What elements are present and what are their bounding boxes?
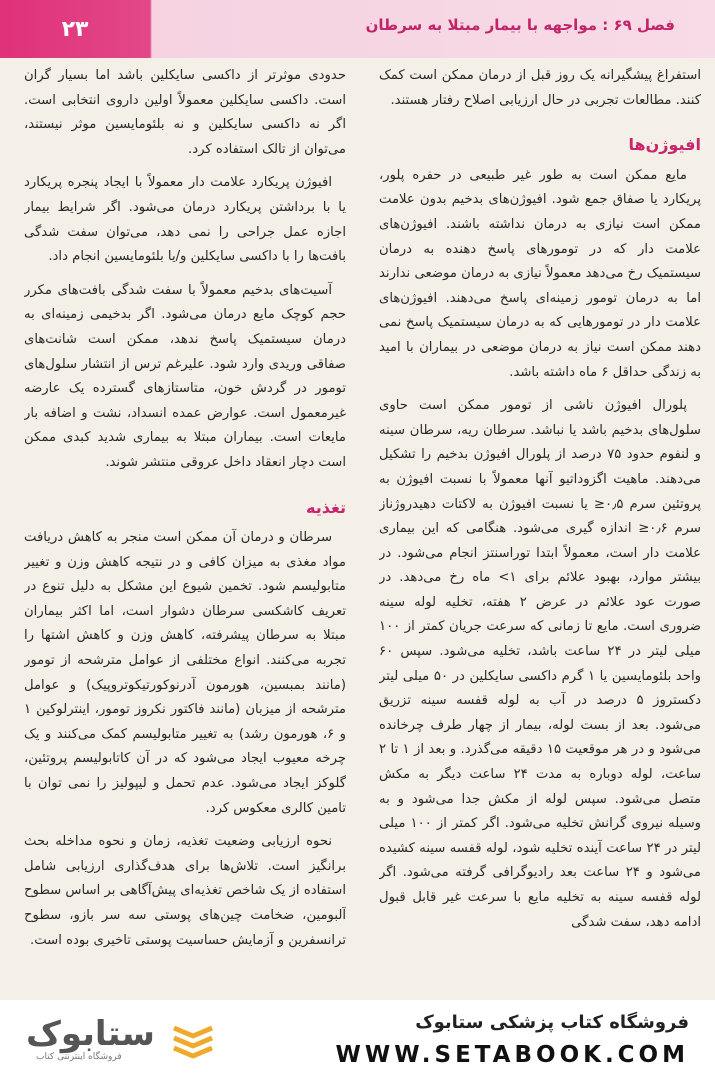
page-header <box>0 0 715 58</box>
setabook-logo[interactable] <box>26 1014 216 1070</box>
paragraph: مایع ممکن است به طور غیر طبیعی در حفره پلور، پریکارد یا صفاق جمع شود. افیوژن‌های بدخیم بدون علامت ممکن است نیازی به درمان نداشته باشند. افیوژن‌های علامت دار که در تومورهای پاسخ دهنده به درمان سیستمیک رخ می‌دهد معمولاً نیازی به درمان موضعی ندارند اما به درمان تومور زمینه‌ای پاسخ می‌دهند. افیوژن‌های علامت دار در تومورهایی که به درمان سیستمیک پاسخ نمی دهند ممکن است نیاز به درمان موضعی در بیماران با امید به زندگی حداقل ۶ ماه داشته باشد. <box>379 167 701 380</box>
page-body <box>0 58 715 1000</box>
section-heading-effusions: افیوژن‌ها <box>628 135 701 155</box>
chapter-title: فصل ۶۹ : مواجهه با بیمار مبتلا به سرطان <box>365 16 675 34</box>
logo-wordmark: ستابوک <box>26 1014 155 1054</box>
store-footer <box>0 1000 715 1080</box>
paragraph: حدودی موثرتر از داکسی سایکلین باشد اما بسیار گران است. داکسی سایکلین معمولاً اولین داروی انتخابی است. اگر نه داکسی سایکلین و نه بلئومایسین موثر نیستند، می‌توان از تالک استفاده کرد. <box>24 68 346 157</box>
store-name: فروشگاه کتاب پزشکی ستابوک <box>415 1012 689 1033</box>
paragraph: افیوژن پریکارد علامت دار معمولاً با ایجاد پنجره پریکارد یا با برداشتن پریکارد درمان می‌شود. اگر شرایط بیمار اجازه عمل جراحی را نمی دهد، می‌توان سفت شدگی بافت‌ها را با داکسی سایکلین و/یا بلئومایسین انجام داد. <box>24 175 346 265</box>
logo-tagline: فروشگاه اینترنتی کتاب <box>36 1052 122 1062</box>
paragraph: نحوه ارزیابی وضعیت تغذیه، زمان و نحوه مداخله بحث برانگیز است. تلاش‌ها برای هدف‌گذاری ارزیابی شامل استفاده از یک شاخص تغذیه‌ای پیش‌آگاهی بر اساس سطوح آلبومین، ضخامت چین‌های پوستی سه سر بازو، سطوح ترانسفرین و آزمایش حساسیت پوستی تاخیری بوده است. <box>24 834 346 948</box>
book-stack-icon <box>170 1018 216 1064</box>
paragraph: پلورال افیوژن ناشی از تومور ممکن است حاوی سلول‌های بدخیم باشد یا نباشد. سرطان ریه، سرطان سینه و لنفوم حدود ۷۵ درصد از پلورال افیوژن بدخیم را تشکیل می‌دهند. ماهیت اگزوداتیو آنها معمولاً با نسبت افیوژن به پروتئین سرم ۰٫۵≤ یا نسبت افیوژن به لاکتات دهیدروژناز سرم ۰٫۶≤ اندازه گیری می‌شود. هنگامی که این بیماری علامت دار است، معمولاً ابتدا توراسنتز انجام می‌شود. در بیشتر موارد، بهبود علائم برای ۱> ماه رخ می‌دهد. در صورت عود علائم در عرض ۲ هفته، تخلیه لوله سینه ضروری است. مایع تا زمانی که سرعت جریان کمتر از ۱۰۰ میلی لیتر در ۲۴ ساعت باشد، تخلیه می‌شود. سپس ۶۰ واحد بلئومایسین یا ۱ گرم داکسی سایکلین در ۵۰ میلی لیتر دکستروز ۵ درصد در آب به لوله قفسه سینه تزریق می‌شود. بعد از بست لوله، بیمار از چهار طرف چرخانده می‌شود و در هر موقعیت ۱۵ دقیقه می‌گذرد. و بعد از ۱ تا ۲ ساعت، لوله دوباره به مدت ۲۴ ساعت دیگر به مکش متصل می‌شود. سپس لوله از مکش جدا می‌شود و به وسیله نیروی گرانش تخلیه می‌شود. اگر کمتر از ۱۰۰ میلی لیتر در ۲۴ ساعت آینده تخلیه شود، لوله قفسه سینه کشیده می‌شود و ۲۴ ساعت بعد رادیوگرافی گرفته می‌شود. اگر لوله قفسه سینه به تخلیه مایع با سرعت غیر قابل قبول ادامه دهد، سفت شدگی <box>379 398 701 930</box>
paragraph: استفراغ پیشگیرانه یک روز قبل از درمان ممکن است کمک کنند. مطالعات تجربی در حال ارزیابی اصلاح رفتار هستند. <box>379 68 701 108</box>
page-number: ۲۳ <box>61 16 89 42</box>
section-heading-nutrition: تغذیه <box>306 497 346 517</box>
paragraph: سرطان و درمان آن ممکن است منجر به کاهش دریافت مواد مغذی به میزان کافی و در نتیجه کاهش وزن و تغییر متابولیسم شود. تخمین شیوع این مشکل به دلیل تنوع در تعریف کاشکسی سرطان دشوار است، اما اکثر بیماران مبتلا به سرطان پیشرفته، کاهش وزن و کاهش اشتها را تجربه می‌کنند. انواع مختلفی از عوامل مترشحه از تومور (مانند بمبسین، هورمون آدرنوکورتیکوتروپیک) و عوامل مترشحه از میزبان (مانند فاکتور نکروز تومور، اینترلوکین ۱ و ۶، هورمون رشد) به تغییر متابولیسم کمک می‌کنند و یک چرخه معیوب ایجاد می‌شود که در آن کاتابولیسم پروتئین، گلوکز ایجاد می‌شود. عدم تحمل و لیپولیز را نمی توان با تامین کالری معکوس کرد. <box>24 530 346 816</box>
left-column <box>24 64 346 1000</box>
paragraph: آسیت‌های بدخیم معمولاً با سفت شدگی بافت‌های مکرر حجم کوچک مایع درمان می‌شود. اگر بدخیمی زمینه‌ای به درمان سیستمیک پاسخ ندهد، ممکن است شانت‌های صفاقی وریدی وارد شود. علیرغم ترس از انتشار سلول‌های تومور در گردش خون، متاستازهای گسترده یک عارضه غیرمعمول است. عوارض عمده انسداد، نشت و اضافه بار مایعات است. بیماران مبتلا به بیماری شدید کبدی ممکن است دچار انعقاد داخل عروقی منتشر شوند. <box>24 282 346 470</box>
right-column <box>379 64 701 1000</box>
store-url-link[interactable]: WWW.SETABOOK.COM <box>335 1042 689 1068</box>
